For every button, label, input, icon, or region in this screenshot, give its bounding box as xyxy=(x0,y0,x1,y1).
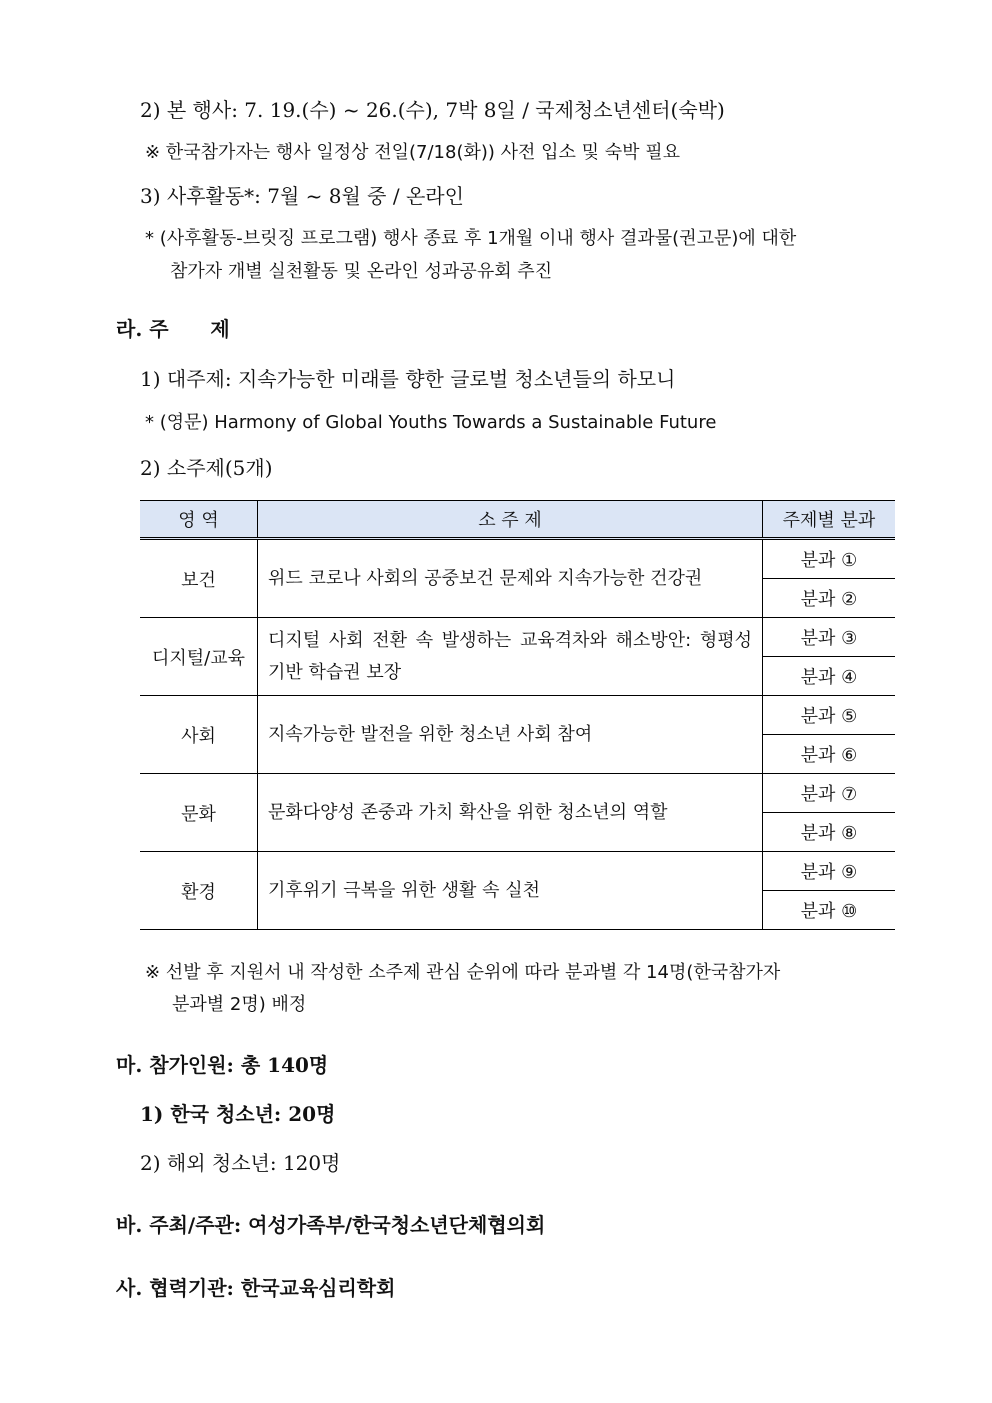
sub-theme-table xyxy=(140,500,895,930)
header-topic: 소 주 제 xyxy=(258,501,763,539)
korean-participant-note: ※ 한국참가자는 행사 일정상 전일(7/18(화)) 사전 입소 및 숙박 필요 xyxy=(145,142,681,163)
topic-cell: 문화다양성 존중과 가치 확산을 위한 청소년의 역할 xyxy=(258,774,763,852)
track-cell: 분과 ⑩ xyxy=(763,891,896,930)
table-row xyxy=(140,852,895,891)
track-cell: 분과 ② xyxy=(763,579,896,618)
area-cell: 환경 xyxy=(140,852,258,930)
track-cell: 분과 ① xyxy=(763,539,896,579)
organizer-line: 바. 주최/주관: 여성가족부/한국청소년단체협의회 xyxy=(116,1213,546,1237)
topic-cell: 지속가능한 발전을 위한 청소년 사회 참여 xyxy=(258,696,763,774)
track-cell: 분과 ③ xyxy=(763,618,896,657)
track-cell: 분과 ⑤ xyxy=(763,696,896,735)
participants-heading: 마. 참가인원: 총 140명 xyxy=(116,1053,329,1077)
topic-cell: 디지털 사회 전환 속 발생하는 교육격차와 해소방안: 형평성 기반 학습권 보장 xyxy=(258,618,763,696)
participants-overseas: 2) 해외 청소년: 120명 xyxy=(140,1151,341,1175)
post-activity-note-line1: * (사후활동-브릿징 프로그램) 행사 종료 후 1개월 이내 행사 결과물(권고문)에 대한 xyxy=(145,228,797,249)
table-row xyxy=(140,774,895,813)
track-cell: 분과 ⑦ xyxy=(763,774,896,813)
sub-theme-heading: 2) 소주제(5개) xyxy=(140,456,273,480)
main-event-schedule: 2) 본 행사: 7. 19.(수) ~ 26.(수), 7박 8일 / 국제청소년센터(숙박) xyxy=(140,98,725,122)
area-cell: 디지털/교육 xyxy=(140,618,258,696)
track-cell: 분과 ⑧ xyxy=(763,813,896,852)
topic-cell: 기후위기 극복을 위한 생활 속 실천 xyxy=(258,852,763,930)
main-theme: 1) 대주제: 지속가능한 미래를 향한 글로벌 청소년들의 하모니 xyxy=(140,367,676,391)
table-row xyxy=(140,539,895,579)
post-activity-note-line2: 참가자 개별 실천활동 및 온라인 성과공유회 추진 xyxy=(170,261,553,282)
track-cell: 분과 ④ xyxy=(763,657,896,696)
selection-note-line2: 분과별 2명) 배정 xyxy=(172,994,307,1015)
header-track: 주제별 분과 xyxy=(763,501,896,539)
table-row xyxy=(140,618,895,657)
area-cell: 사회 xyxy=(140,696,258,774)
selection-note-line1: ※ 선발 후 지원서 내 작성한 소주제 관심 순위에 따라 분과별 각 14명(한국참가자 xyxy=(145,962,781,983)
topic-cell: 위드 코로나 사회의 공중보건 문제와 지속가능한 건강권 xyxy=(258,539,763,618)
table-row xyxy=(140,696,895,735)
area-cell: 보건 xyxy=(140,539,258,618)
post-activity-schedule: 3) 사후활동*: 7월 ~ 8월 중 / 온라인 xyxy=(140,184,464,208)
partner-line: 사. 협력기관: 한국교육심리학회 xyxy=(116,1276,396,1300)
area-cell: 문화 xyxy=(140,774,258,852)
header-area: 영 역 xyxy=(140,501,258,539)
track-cell: 분과 ⑥ xyxy=(763,735,896,774)
track-cell: 분과 ⑨ xyxy=(763,852,896,891)
main-theme-english: * (영문) Harmony of Global Youths Towards a Sustainable Future xyxy=(145,412,717,433)
theme-heading: 라. 주 제 xyxy=(116,317,230,341)
participants-korea: 1) 한국 청소년: 20명 xyxy=(140,1102,336,1126)
